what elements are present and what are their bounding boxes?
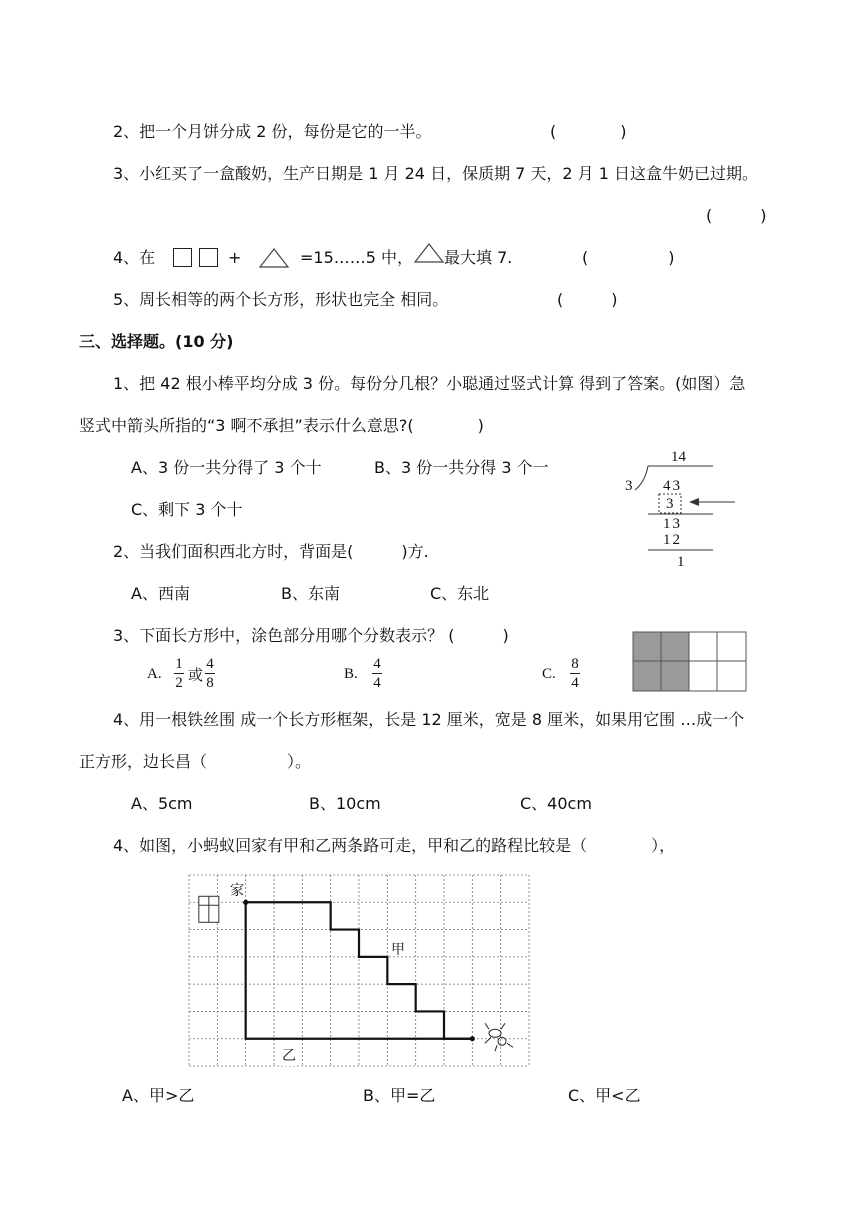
numerator: 1: [175, 656, 183, 672]
ant-path-map: [188, 874, 530, 1067]
judge-q2: 2、把一个月饼分成 2 份，每份是它的一半。: [113, 122, 432, 141]
path-yi-label: 乙: [282, 1048, 296, 1064]
mc3-option-c-label[interactable]: C.: [542, 666, 556, 682]
mc4a-line1: 4、用一根铁丝围 成一个长方形框架，长是 12 厘米，宽是 8 厘米，如果用它围 …成一个: [113, 710, 745, 729]
judge-q2-answer[interactable]: ( ): [550, 122, 627, 141]
mc4b-question: 4、如图，小蚂蚁回家有甲和乙两条路可走，甲和乙的路程比较是（ ），: [113, 836, 676, 855]
mc2-question: 2、当我们面积西北方时，背面是( )方.: [113, 542, 429, 561]
fraction-eight-fourths: [570, 656, 580, 691]
long-division-figure: [615, 446, 745, 576]
fraction-four-eighths: [205, 656, 215, 691]
mc1-option-a[interactable]: A、3 份一共分得了 3 个十: [131, 458, 322, 477]
denominator: 2: [175, 675, 183, 691]
blank-box: [173, 248, 192, 267]
division-dividend: 43: [663, 478, 682, 494]
mc1-option-c[interactable]: C、剩下 3 个十: [131, 500, 243, 519]
mc2-option-c[interactable]: C、东北: [430, 584, 490, 603]
blank-box: [199, 248, 218, 267]
mc4a-option-b[interactable]: B、10cm: [309, 794, 381, 813]
mc1-line2: 竖式中箭头所指的“3 啊不承担”表示什么意思?( ): [79, 416, 484, 435]
plus-sign: +: [228, 248, 242, 267]
numerator: 4: [373, 656, 381, 672]
judge-q5: 5、周长相等的两个长方形，形状也完全 相同。: [113, 290, 449, 309]
mc4b-option-a[interactable]: A、甲>乙: [122, 1086, 195, 1105]
section-heading: 三、选择题。(10 分): [79, 332, 234, 351]
triangle-icon: [259, 248, 289, 268]
division-divisor: 3: [625, 478, 633, 494]
division-sub2: 12: [663, 532, 682, 548]
mc3-question: 3、下面长方形中，涂色部分用哪个分数表示？ ( ): [113, 626, 509, 645]
numerator: 8: [571, 656, 579, 672]
judge-q4-equation: =15……5 中，: [300, 248, 414, 267]
mc4a-line2: 正方形，边长昌（ ）。: [79, 752, 312, 771]
end-dot: [470, 1036, 475, 1041]
mc4a-option-c[interactable]: C、40cm: [520, 794, 592, 813]
mc1-option-b[interactable]: B、3 份一共分得 3 个一: [374, 458, 549, 477]
division-quotient: 14: [671, 449, 686, 465]
denominator: 8: [206, 675, 214, 691]
judge-q4-prefix: 4、在: [113, 248, 156, 267]
fraction-four-fourths: [372, 656, 382, 691]
ant-icon: [489, 1029, 501, 1037]
path-jia-label: 甲: [391, 942, 405, 958]
home-label: 家: [230, 883, 244, 899]
judge-q4-tail: 最大填 7.: [444, 248, 513, 267]
mc3-option-a-label[interactable]: A.: [147, 666, 162, 682]
mc4a-option-a[interactable]: A、5cm: [131, 794, 193, 813]
judge-q3-answer[interactable]: ( ): [706, 206, 767, 225]
or-label: 或: [188, 666, 204, 684]
judge-q3: 3、小红买了一盒酸奶，生产日期是 1 月 24 日，保质期 7 天，2 月 1 日这盒牛奶已过期。: [113, 164, 759, 183]
division-rem1: 13: [663, 516, 682, 532]
mc4b-option-b[interactable]: B、甲=乙: [363, 1086, 436, 1105]
numerator: 4: [206, 656, 214, 672]
mc1-line1: 1、把 42 根小棒平均分成 3 份。每份分几根？小聪通过竖式计算 得到了答案。(如图）急: [113, 374, 746, 393]
mc2-option-b[interactable]: B、东南: [281, 584, 340, 603]
path-yi-line: [246, 902, 473, 1038]
ant-icon-legs: [485, 1023, 513, 1051]
path-jia-line: [246, 902, 473, 1038]
judge-q4-answer[interactable]: ( ): [582, 248, 675, 267]
mc3-option-b-label[interactable]: B.: [344, 666, 358, 682]
division-sub1: 3: [666, 496, 674, 512]
division-rem2: 1: [677, 554, 685, 570]
denominator: 4: [571, 675, 579, 691]
triangle-icon: [414, 243, 444, 263]
denominator: 4: [373, 675, 381, 691]
shaded-rectangle-figure: [633, 632, 747, 692]
fraction-one-half: [174, 656, 184, 691]
mc4b-option-c[interactable]: C、甲<乙: [568, 1086, 641, 1105]
judge-q5-answer[interactable]: ( ): [557, 290, 618, 309]
mc2-option-a[interactable]: A、西南: [131, 584, 190, 603]
